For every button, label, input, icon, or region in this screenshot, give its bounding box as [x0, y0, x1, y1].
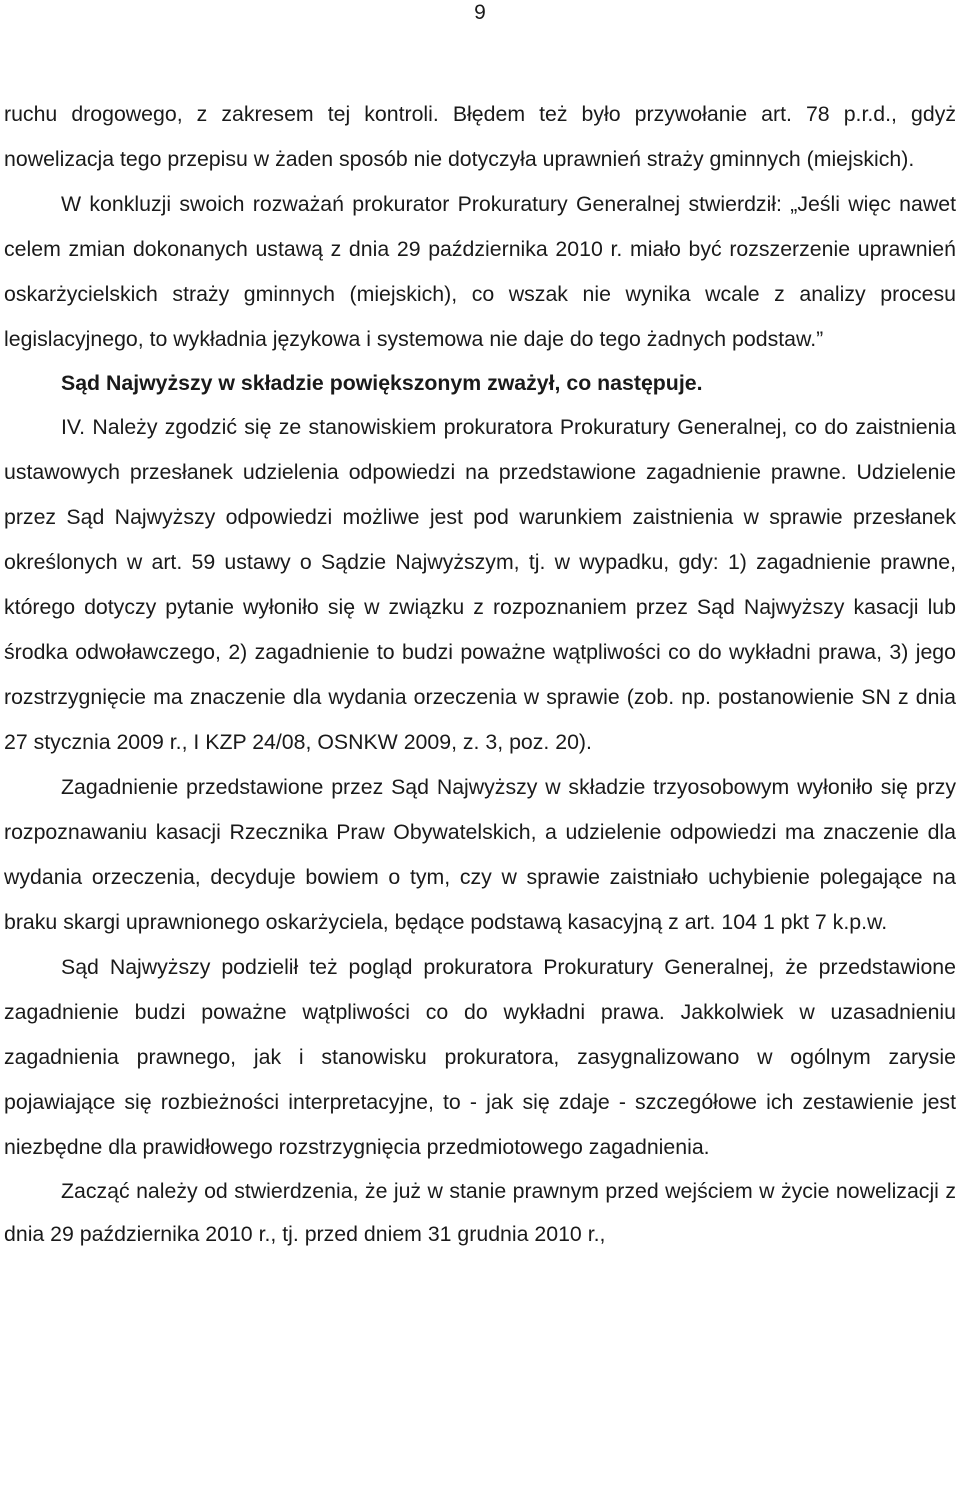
document-body — [4, 92, 956, 1256]
paragraph-doubts: Sąd Najwyższy podzielił też pogląd prokuratora Prokuratury Generalnej, że przedstawione zagadnienie budzi poważne wątpliwości co do wykładni prawa. Jakkolwiek w uzasadnieniu zagadnienia prawnego, jak i stanowisku prokuratora, zasygnalizowano w ogólnym zarysie pojawiające się rozbieżności interpretacyjne, to - jak się zdaje - szczegółowe ich zestawienie jest niezbędne dla prawidłowego rozstrzygnięcia przedmiotowego zagadnienia. — [4, 955, 956, 1159]
paragraph-continuation: ruchu drogowego, z zakresem tej kontroli. Błędem też było przywołanie art. 78 p.r.d., gdyż nowelizacja tego przepisu w żaden sposób nie dotyczyła uprawnień straży gminnych (miejskich). — [4, 102, 956, 171]
paragraph-prosecutor-conclusion: W konkluzji swoich rozważań prokurator Prokuratury Generalnej stwierdził: „Jeśli więc nawet celem zmian dokonanych ustawą z dnia 29 października 2010 r. miało być rozszerzenie uprawnień oskarżycielskich straży gminnych (miejskich), co wszak nie wynika wcale z analizy procesu legislacyjnego, to wykładnia językowa i systemowa nie daje do tego żadnych podstaw.” — [4, 192, 956, 351]
paragraph-question-origin: Zagadnienie przedstawione przez Sąd Najwyższy w składzie trzyosobowym wyłoniło się przy rozpoznawaniu kasacji Rzecznika Praw Obywatelskich, a udzielenie odpowiedzi ma znaczenie dla wydania orzeczenia, decyduje bowiem o tym, czy w sprawie zaistniało uchybienie polegające na braku skargi uprawnionego oskarżyciela, będące podstawą kasacyjną z art. 104 1 pkt 7 k.p.w. — [4, 775, 956, 934]
section-heading: Sąd Najwyższy w składzie powiększonym zważył, co następuje. — [61, 371, 703, 395]
paragraph-legal-state: Zacząć należy od stwierdzenia, że już w stanie prawnym przed wejściem w życie nowelizacji z dnia 29 października 2010 r., tj. przed dniem 31 grudnia 2010 r., — [4, 1179, 956, 1246]
paragraph-section-iv: IV. Należy zgodzić się ze stanowiskiem prokuratora Prokuratury Generalnej, co do zaistnienia ustawowych przesłanek udzielenia odpowiedzi na przedstawione zagadnienie prawne. Udzielenie przez Sąd Najwyższy odpowiedzi możliwe jest pod warunkiem zaistnienia w sprawie przesłanek określonych w art. 59 ustawy o Sądzie Najwyższym, tj. w wypadku, gdy: 1) zagadnienie prawne, którego dotyczy pytanie wyłoniło się w związku z rozpoznaniem przez Sąd Najwyższy kasacji lub środka odwoławczego, 2) zagadnienie to budzi poważne wątpliwości co do wykładni prawa, 3) jego rozstrzygnięcie ma znaczenie dla wydania orzeczenia w sprawie (zob. np. postanowienie SN z dnia 27 stycznia 2009 r., I KZP 24/08, OSNKW 2009, z. 3, poz. 20). — [4, 415, 956, 754]
page-number: 9 — [474, 1, 486, 24]
